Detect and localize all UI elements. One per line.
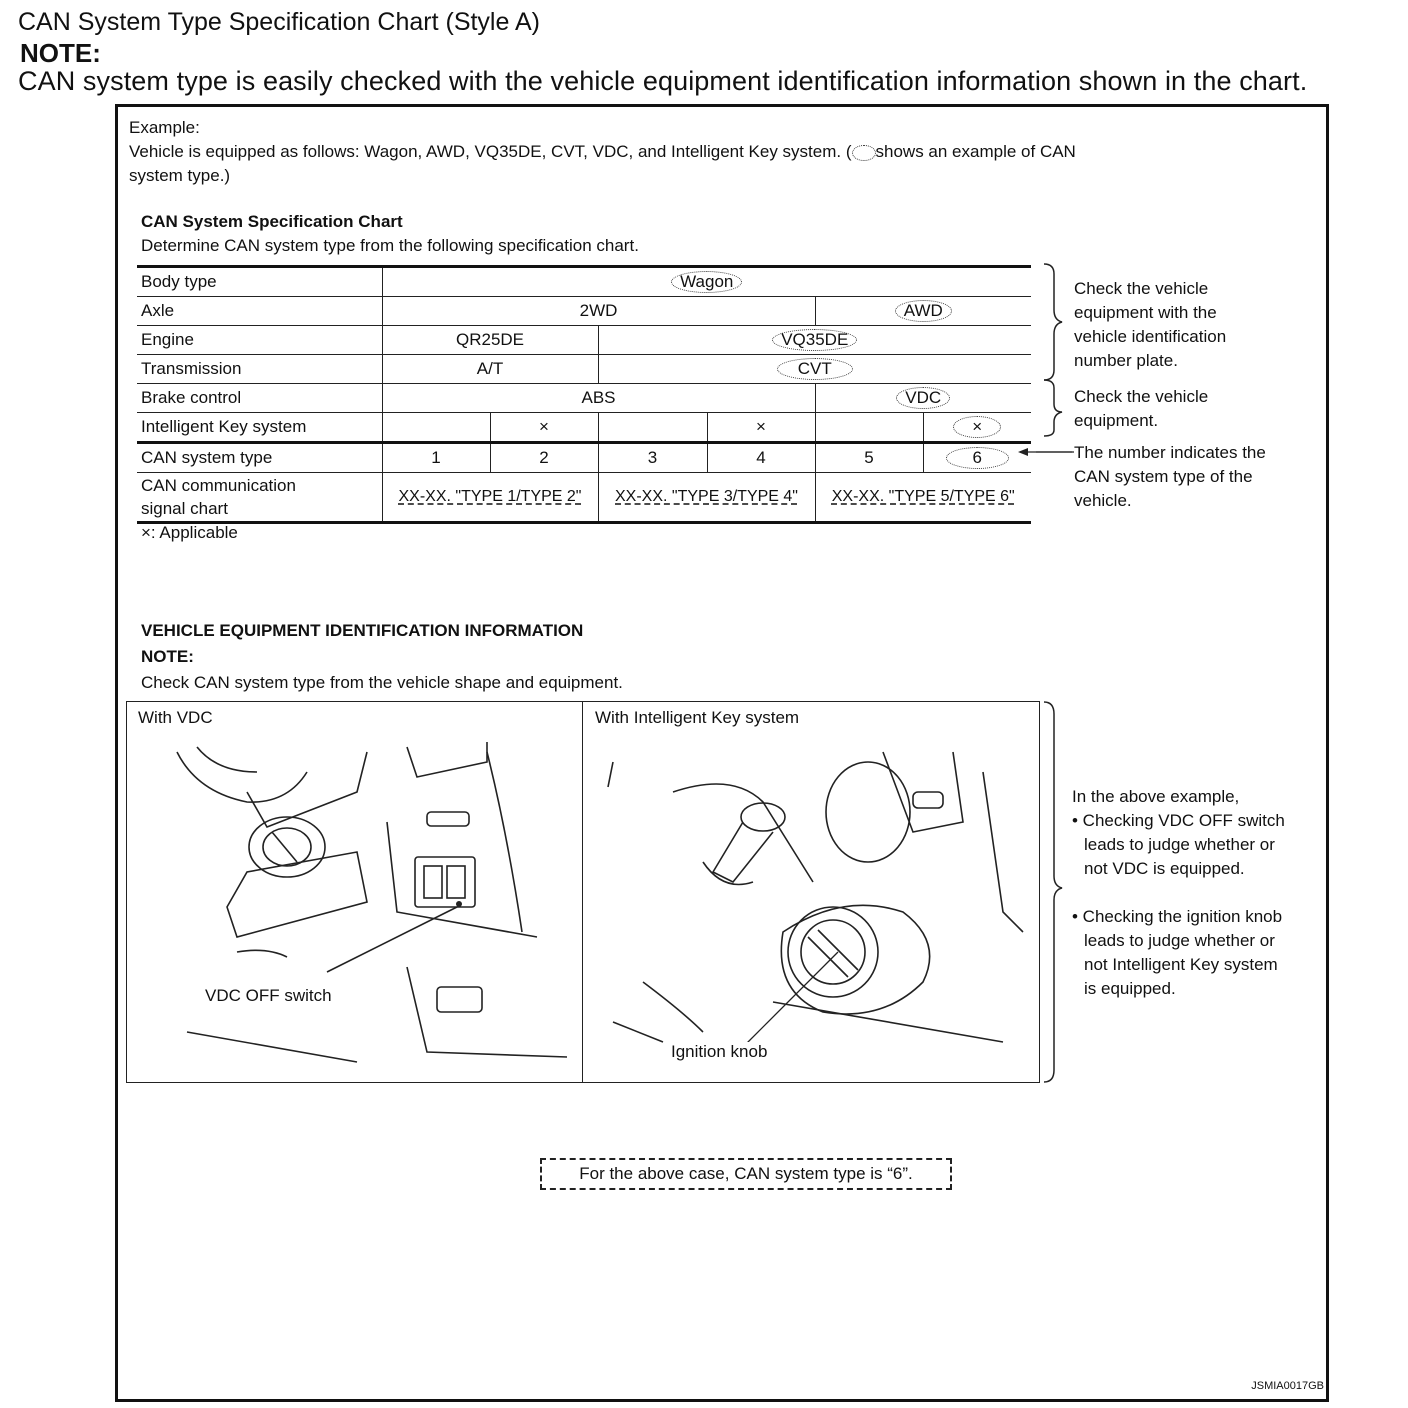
figure-code: JSMIA0017GB — [1251, 1380, 1324, 1392]
engine-qr25de: QR25DE — [382, 326, 598, 355]
can-type-cell: 4 — [707, 443, 815, 473]
table-row — [137, 384, 1031, 413]
panel-title: With VDC — [138, 708, 213, 727]
axle-2wd: 2WD — [382, 297, 815, 326]
table-row — [137, 297, 1031, 326]
row-label: Axle — [137, 297, 382, 326]
brace-icon — [1036, 262, 1076, 462]
signal-chart-link: XX-XX. "TYPE 1/TYPE 2" — [398, 488, 582, 505]
ikey-cell — [598, 413, 707, 443]
vehicle-info-note: NOTE: — [141, 647, 194, 666]
spec-chart-subheading: Determine CAN system type from the following specification chart. — [141, 236, 639, 255]
row-label: CAN communication — [141, 476, 296, 495]
arrow-icon — [1016, 446, 1076, 458]
side-note-2: Check the vehicle equipment. — [1074, 387, 1209, 430]
row-label: Engine — [137, 326, 382, 355]
ikey-cell: × — [707, 413, 815, 443]
table-row — [137, 473, 1031, 523]
table-row — [137, 355, 1031, 384]
spec-chart-heading: CAN System Specification Chart — [141, 212, 403, 231]
brace-icon — [1040, 700, 1064, 1086]
body-type-value: Wagon — [671, 271, 742, 293]
vehicle-side-notes: In the above example, • Checking VDC OFF switch leads to judge whether or not VDC is equipped. • Checking the ignition knob leads to judge whether or not Intelligent Key system is equipped. — [1072, 787, 1285, 998]
can-type-cell: 1 — [382, 443, 490, 473]
brake-vdc: VDC — [896, 387, 950, 409]
illustration-panels — [126, 701, 1040, 1083]
vehicle-info-text: Check CAN system type from the vehicle shape and equipment. — [141, 673, 623, 692]
note-heading: NOTE: — [20, 38, 101, 68]
row-label: Brake control — [137, 384, 382, 413]
table-row — [137, 326, 1031, 355]
side-note-1: Check the vehicle equipment with the vehicle identification number plate. — [1074, 279, 1227, 370]
table-row — [137, 267, 1031, 297]
can-type-cell: 5 — [815, 443, 923, 473]
table-row — [137, 413, 1031, 443]
example-text-b: shows an example of CAN — [875, 142, 1076, 161]
panel-title: With Intelligent Key system — [595, 708, 800, 727]
brake-abs: ABS — [382, 384, 815, 413]
callout-vdc-off-switch: VDC OFF switch — [205, 986, 332, 1005]
side-note-3: The number indicates the CAN system type of the vehicle. — [1074, 443, 1266, 510]
ikey-cell — [382, 413, 490, 443]
page-title: CAN System Type Specification Chart (Style A) — [18, 8, 540, 36]
table-row — [137, 443, 1031, 473]
trans-cvt: CVT — [777, 358, 853, 380]
ikey-cell: × — [953, 416, 1001, 438]
spec-table — [137, 265, 1031, 524]
row-label: Body type — [137, 267, 382, 297]
ikey-cell — [815, 413, 923, 443]
trans-at: A/T — [382, 355, 598, 384]
engine-vq35de: VQ35DE — [772, 329, 857, 351]
row-label: Transmission — [137, 355, 382, 384]
dotted-circle-icon — [852, 145, 876, 161]
example-label: Example: — [129, 118, 200, 137]
signal-chart-link: XX-XX. "TYPE 5/TYPE 6" — [831, 488, 1015, 505]
can-type-cell: 6 — [946, 447, 1009, 469]
panel-vdc — [127, 702, 583, 1082]
callout-ignition-knob: Ignition knob — [671, 1042, 768, 1061]
conclusion-box: For the above case, CAN system type is “6”. — [540, 1158, 952, 1190]
example-line1 — [129, 142, 1076, 162]
row-label-2: signal chart — [141, 499, 228, 518]
vehicle-info-heading: VEHICLE EQUIPMENT IDENTIFICATION INFORMATION — [141, 621, 584, 640]
ikey-cell: × — [490, 413, 598, 443]
panel-ikey — [583, 702, 1039, 1082]
signal-chart-link: XX-XX. "TYPE 3/TYPE 4" — [615, 488, 798, 505]
can-type-cell: 3 — [598, 443, 707, 473]
vdc-switch-illustration — [127, 732, 582, 1082]
can-type-cell: 2 — [490, 443, 598, 473]
note-text: CAN system type is easily checked with the vehicle equipment identification information shown in the chart. — [18, 66, 1308, 96]
legend-applicable: ×: Applicable — [141, 523, 238, 542]
row-label: Intelligent Key system — [137, 413, 382, 443]
row-label: CAN system type — [137, 443, 382, 473]
axle-awd: AWD — [895, 300, 952, 322]
ignition-knob-illustration — [583, 732, 1039, 1082]
example-line2: system type.) — [129, 166, 231, 185]
example-text: Vehicle is equipped as follows: Wagon, AWD, VQ35DE, CVT, VDC, and Intelligent Key system. ( — [129, 142, 852, 161]
